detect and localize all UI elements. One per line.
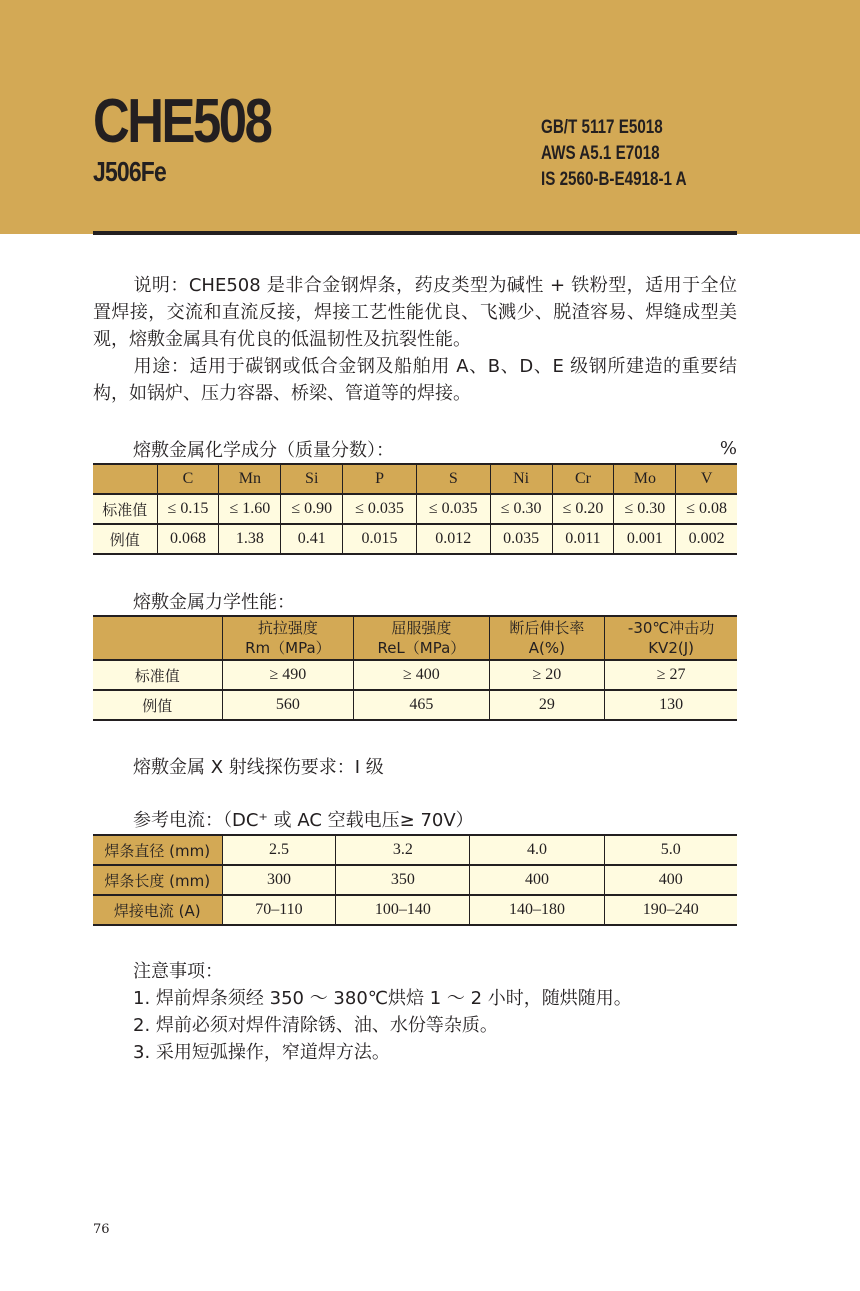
- header-cell: Ni: [490, 464, 552, 494]
- row-label: 焊接电流 (A): [93, 895, 222, 925]
- notes: [133, 958, 632, 1066]
- divider: [93, 231, 737, 235]
- chem-unit: %: [719, 438, 737, 459]
- header-cell: P: [343, 464, 417, 494]
- header-line: 屈服强度: [391, 619, 452, 637]
- table-row: [93, 835, 737, 865]
- cell: ≤ 0.30: [614, 494, 676, 524]
- cell: 3.2: [336, 835, 470, 865]
- cell: 1.38: [219, 524, 281, 554]
- mech-title: 熔敷金属力学性能：: [133, 592, 295, 613]
- note-item: 2. 焊前必须对焊件清除锈、油、水份等杂质。: [133, 1015, 498, 1036]
- cell: 0.41: [281, 524, 343, 554]
- header-cell: [222, 616, 354, 660]
- description-label: 说明：: [133, 275, 189, 296]
- cell: ≤ 0.08: [676, 494, 737, 524]
- table-row: [93, 494, 737, 524]
- description: [93, 272, 737, 353]
- header-cell: Mo: [614, 464, 676, 494]
- notes-title: 注意事项：: [133, 961, 223, 982]
- cell: 29: [489, 690, 605, 720]
- cell: 2.5: [222, 835, 336, 865]
- cell: ≤ 0.035: [416, 494, 490, 524]
- cell: 4.0: [470, 835, 604, 865]
- header-line: KV2(J): [648, 639, 694, 657]
- page-number: 76: [93, 1222, 110, 1237]
- table-row: [93, 660, 737, 690]
- cell: 70–110: [222, 895, 336, 925]
- xray-requirement: 熔敷金属 X 射线探伤要求：I 级: [133, 757, 384, 778]
- cell: ≥ 27: [605, 660, 737, 690]
- cell: 140–180: [470, 895, 604, 925]
- cell: ≤ 0.20: [552, 494, 614, 524]
- row-label: 标准值: [93, 660, 222, 690]
- cell: 0.035: [490, 524, 552, 554]
- cell: ≤ 0.90: [281, 494, 343, 524]
- product-subtitle: J506Fe: [93, 156, 166, 187]
- note-item: 1. 焊前焊条须经 350 ～ 380℃烘焙 1 ～ 2 小时，随烘随用。: [133, 988, 632, 1009]
- cell: 0.001: [614, 524, 676, 554]
- header-line: 断后伸长率: [509, 619, 585, 637]
- product-title: CHE508: [93, 87, 271, 156]
- row-label: 焊条长度 (mm): [93, 865, 222, 895]
- usage-label: 用途：: [133, 356, 190, 377]
- cell: 190–240: [604, 895, 737, 925]
- header-cell: [605, 616, 737, 660]
- cell: ≤ 0.30: [490, 494, 552, 524]
- header-cell: S: [416, 464, 490, 494]
- header-line: A(%): [528, 639, 565, 657]
- header-cell: V: [676, 464, 737, 494]
- cell: 400: [604, 865, 737, 895]
- row-label: 例值: [93, 524, 157, 554]
- chem-table: [93, 463, 737, 555]
- header-cell: [489, 616, 605, 660]
- row-label: 标准值: [93, 494, 157, 524]
- cell: 5.0: [604, 835, 737, 865]
- header-cell: [93, 464, 157, 494]
- table-row: [93, 865, 737, 895]
- current-table: [93, 834, 737, 926]
- cell: 465: [354, 690, 489, 720]
- table-header-row: [93, 464, 737, 494]
- header-cell: Mn: [219, 464, 281, 494]
- row-label: 焊条直径 (mm): [93, 835, 222, 865]
- header-line: -30℃冲击功: [627, 619, 715, 637]
- standards-list: [541, 115, 687, 193]
- header-cell: [93, 616, 222, 660]
- mech-table: [93, 615, 737, 721]
- current-title: 参考电流：（DC⁺ 或 AC 空载电压≥ 70V）: [133, 810, 474, 831]
- cell: ≤ 0.035: [343, 494, 417, 524]
- chem-title: 熔敷金属化学成分（质量分数）：: [133, 440, 394, 461]
- cell: 0.002: [676, 524, 737, 554]
- note-item: 3. 采用短弧操作，窄道焊方法。: [133, 1042, 390, 1063]
- table-header-row: [93, 616, 737, 660]
- standard: AWS A5.1 E7018: [541, 143, 660, 164]
- cell: ≤ 0.15: [157, 494, 219, 524]
- cell: 0.015: [343, 524, 417, 554]
- standard: GB/T 5117 E5018: [541, 117, 663, 138]
- cell: ≥ 490: [222, 660, 354, 690]
- cell: ≤ 1.60: [219, 494, 281, 524]
- cell: 350: [336, 865, 470, 895]
- cell: 400: [470, 865, 604, 895]
- cell: 100–140: [336, 895, 470, 925]
- cell: 0.011: [552, 524, 614, 554]
- cell: ≥ 20: [489, 660, 605, 690]
- table-row: [93, 895, 737, 925]
- table-row: [93, 524, 737, 554]
- cell: 560: [222, 690, 354, 720]
- header-line: Rm（MPa）: [245, 639, 331, 657]
- row-label: 例值: [93, 690, 222, 720]
- header-line: 抗拉强度: [257, 619, 318, 637]
- header-line: ReL（MPa）: [377, 639, 466, 657]
- usage: [93, 353, 737, 407]
- standard: IS 2560-B-E4918-1 A: [541, 169, 687, 190]
- header-cell: C: [157, 464, 219, 494]
- cell: 300: [222, 865, 336, 895]
- table-row: [93, 690, 737, 720]
- header-cell: Cr: [552, 464, 614, 494]
- header-cell: [354, 616, 489, 660]
- description-text: CHE508 是非合金钢焊条，药皮类型为碱性 + 铁粉型，适用于全位置焊接，交流和直流反接，焊接工艺性能优良、飞溅少、脱渣容易、焊缝成型美观，熔敷金属具有优良的低温韧性及抗裂性能。: [93, 275, 738, 350]
- usage-text: 适用于碳钢或低合金钢及船舶用 A、B、D、E 级钢所建造的重要结构，如锅炉、压力容器、桥梁、管道等的焊接。: [93, 356, 737, 404]
- cell: 0.068: [157, 524, 219, 554]
- cell: 0.012: [416, 524, 490, 554]
- cell: ≥ 400: [354, 660, 489, 690]
- header-cell: Si: [281, 464, 343, 494]
- cell: 130: [605, 690, 737, 720]
